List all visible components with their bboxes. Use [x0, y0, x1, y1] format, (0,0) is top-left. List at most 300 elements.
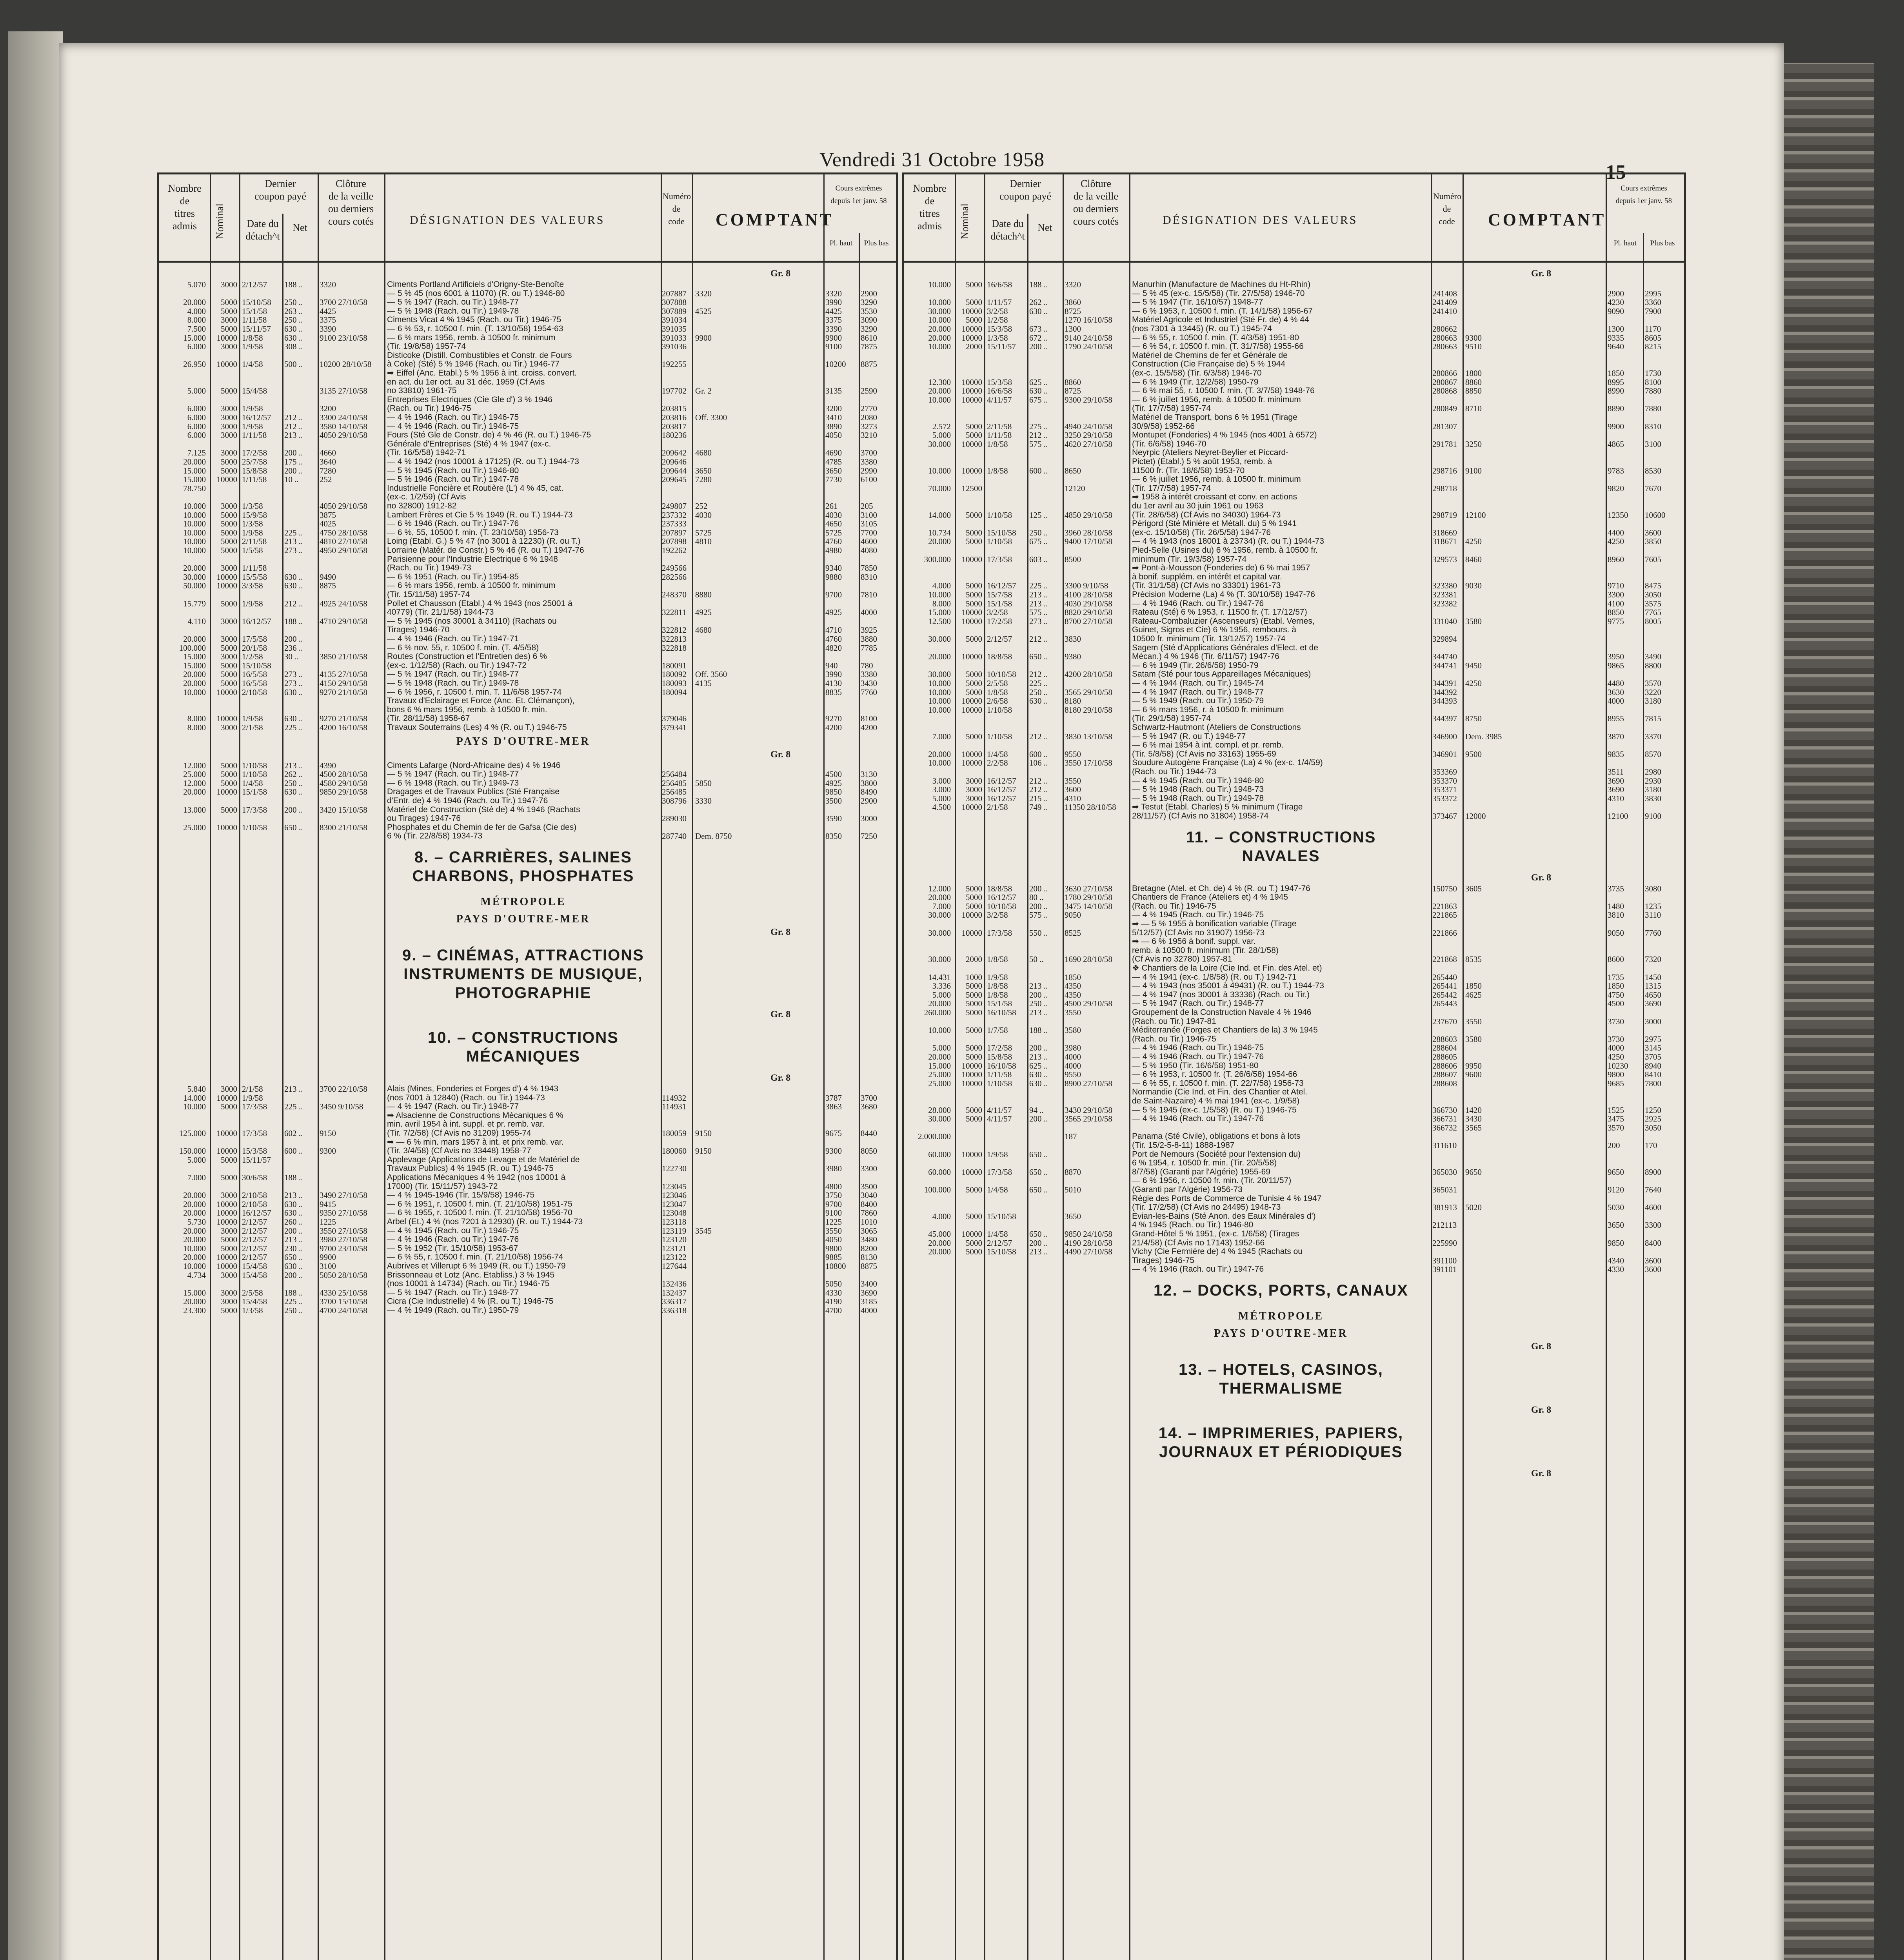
security-code: 225990: [1432, 1238, 1457, 1248]
table-row: [904, 732, 1684, 741]
coupon-net: 225 ..: [1029, 679, 1048, 688]
previous-close: 3320: [1065, 280, 1081, 289]
coupon-net: 630 ..: [1029, 696, 1048, 706]
security-designation: 28/11/57) (Cf Avis no 31804) 1958-74: [1132, 812, 1269, 820]
security-code: 123045: [662, 1181, 687, 1191]
coupon-net: 650 ..: [1029, 1149, 1048, 1159]
titles-admitted: 4.110: [187, 616, 206, 626]
year-low: 4000: [861, 608, 877, 617]
titles-admitted: 15.000: [183, 466, 206, 475]
year-high: 200: [1608, 1141, 1620, 1150]
table-row: [159, 351, 896, 360]
security-designation: — 5 % 1947 (Rach. ou Tir.) 1948-77: [387, 298, 519, 307]
year-high: 9850: [1608, 1238, 1624, 1248]
titles-admitted: 260.000: [924, 1008, 951, 1017]
year-high: 3650: [825, 466, 842, 475]
security-designation: — 4 % 1943 (nos 35001 à 49431) (R. ou T.) 1944-73: [1132, 982, 1324, 991]
nominal-value: 10000: [216, 475, 237, 485]
coupon-date: 15/10/58: [242, 298, 271, 307]
security-code: 323382: [1432, 599, 1457, 608]
titles-admitted: 6.000: [187, 421, 206, 431]
table-row: [904, 422, 1684, 431]
titles-admitted: 7.000: [187, 1173, 206, 1182]
security-designation: Rateau (Sté) 6 % 1953, r. 11500 fr. (T. 17/12/57): [1132, 608, 1307, 617]
nominal-value: 5000: [221, 457, 237, 466]
table-row: [159, 316, 896, 324]
coupon-net: 250 ..: [284, 1306, 303, 1315]
cash-quote: 1800: [1465, 368, 1482, 378]
cash-quote: 8710: [1465, 404, 1482, 414]
table-row: [904, 635, 1684, 643]
nominal-value: 10000: [216, 1199, 237, 1209]
security-code: 391101: [1432, 1265, 1457, 1274]
year-high: 4100: [1608, 599, 1624, 608]
year-low: 3925: [861, 625, 877, 635]
cash-quote: 3580: [1465, 1034, 1482, 1044]
security-designation: — 4 % 1945 (Rach. ou Tir.) 1946-75: [387, 1226, 519, 1235]
titles-admitted: 10.000: [183, 510, 206, 520]
titles-admitted: 20.000: [928, 999, 951, 1009]
table-row: [904, 378, 1684, 387]
security-code: 281307: [1432, 421, 1457, 431]
cash-quote: 4925: [695, 608, 712, 617]
security-code: 288605: [1432, 1052, 1457, 1062]
coupon-date: 2/12/57: [242, 1252, 267, 1262]
previous-close: 4700 24/10/58: [320, 1306, 367, 1315]
previous-close: 9550: [1065, 1070, 1081, 1080]
previous-close: 11350 28/10/58: [1065, 802, 1116, 812]
table-row: [159, 457, 896, 466]
table-row: [159, 761, 896, 770]
year-high: 4330: [1608, 1265, 1624, 1274]
coupon-date: 1/7/58: [987, 1025, 1008, 1035]
year-high: 4230: [1608, 298, 1624, 307]
nominal-value: 10000: [961, 1061, 982, 1071]
header-nominal: Nominal: [959, 203, 970, 240]
security-code: 322812: [662, 625, 687, 635]
security-designation: — 6 % 1951 (Rach. ou Tir.) 1954-85: [387, 572, 519, 581]
security-code: 322818: [662, 643, 687, 653]
security-code: 391035: [662, 324, 687, 334]
binding-spine: [1784, 63, 1874, 1960]
table-row: [904, 325, 1684, 333]
security-designation: — 4 % 1946 (Rach. ou Tir.) 1946-75: [387, 422, 519, 431]
coupon-date: 17/2/58: [987, 1043, 1012, 1053]
table-row: [904, 581, 1684, 590]
security-designation: — 5 % 1950 (Tir. 16/6/58) 1951-80: [1132, 1061, 1259, 1070]
table-row: [904, 307, 1684, 316]
previous-close: 9140 24/10/58: [1065, 333, 1112, 343]
year-high: 9650: [1608, 1167, 1624, 1177]
coupon-net: 625 ..: [1029, 377, 1048, 387]
previous-close: 4000: [1065, 1061, 1081, 1071]
coupon-date: 1/3/58: [242, 1306, 263, 1315]
security-code: 379046: [662, 714, 687, 724]
header-qty: Nombre de titres admis: [168, 183, 202, 232]
security-designation: Travaux Publics) 4 % 1945 (R. ou T.) 1946-75: [387, 1164, 554, 1173]
table-row: [159, 1279, 896, 1288]
coupon-net: 260 ..: [284, 1217, 303, 1227]
previous-close: 3450 9/10/58: [320, 1102, 363, 1112]
table-row: [159, 688, 896, 697]
year-low: 3380: [861, 457, 877, 466]
coupon-net: 200 ..: [1029, 901, 1048, 911]
year-low: 7880: [1645, 386, 1661, 396]
year-low: 4600: [861, 537, 877, 546]
coupon-net: 250 ..: [1029, 528, 1048, 537]
coupon-date: 2/1/58: [242, 723, 263, 732]
security-designation: — 6 % 55, r. 10500 f. min. (T. 4/3/58) 1951-80: [1132, 333, 1299, 342]
security-designation: Matériel de Construction (Sté de) 4 % 1946 (Rachats: [387, 805, 580, 814]
coupon-date: 1/10/58: [987, 705, 1012, 715]
security-code: 209642: [662, 448, 687, 458]
table-row: [159, 806, 896, 814]
titles-admitted: 20.000: [183, 670, 206, 679]
coupon-date: 2/12/57: [987, 634, 1012, 644]
year-low: 2590: [861, 386, 877, 396]
security-designation: (Cf Avis no 32780) 1957-81: [1132, 955, 1232, 964]
titles-admitted: 10.000: [928, 280, 951, 289]
year-low: 3700: [861, 448, 877, 458]
titles-admitted: 10.000: [183, 546, 206, 555]
titles-admitted: 10.000: [928, 315, 951, 325]
security-designation: — 4 % 1946 (Rach. ou Tir.) 1947-76: [1132, 1053, 1264, 1061]
titles-admitted: 30.000: [928, 928, 951, 938]
security-designation: d'Entr. de) 4 % 1946 (Rach. ou Tir.) 1947-76: [387, 797, 548, 805]
coupon-date: 15/11/57: [987, 342, 1016, 352]
previous-close: 3375: [320, 315, 336, 325]
right-table-body: [904, 265, 1684, 1960]
security-designation: Parisienne pour l'Industrie Electrique 6 % 1948: [387, 555, 558, 564]
coupon-date: 2/12/57: [242, 1226, 267, 1236]
table-row: [904, 1150, 1684, 1159]
titles-admitted: 3.000: [932, 785, 951, 795]
year-high: 4750: [1608, 990, 1624, 1000]
coupon-net: 500 ..: [284, 359, 303, 369]
coupon-date: 2/10/58: [242, 687, 267, 697]
nominal-value: 5000: [221, 528, 237, 537]
group-mark: Gr. 8: [770, 749, 791, 760]
table-row: [904, 457, 1684, 466]
year-low: 4000: [861, 1306, 877, 1315]
previous-close: 4925 24/10/58: [320, 599, 367, 608]
security-designation: (Tir. 15/2-5-8-11) 1888-1987: [1132, 1141, 1235, 1150]
table-row: [159, 1227, 896, 1235]
security-designation: (Rach. ou Tir.) 1946-75: [1132, 902, 1216, 911]
coupon-date: 15/8/58: [987, 1052, 1012, 1062]
security-code: 180060: [662, 1146, 687, 1156]
titles-admitted: 10.000: [928, 590, 951, 599]
coupon-date: 16/12/57: [987, 776, 1016, 786]
year-high: 3200: [825, 404, 842, 414]
titles-admitted: 8.000: [187, 723, 206, 732]
table-row: [159, 493, 896, 501]
header-designation: DÉSIGNATION DES VALEURS: [1163, 214, 1358, 227]
security-designation: — 5 % 1947 (Tir. 16/10/57) 1948-77: [1132, 298, 1263, 307]
year-high: 3511: [1608, 767, 1624, 777]
security-designation: (Tir. 31/1/58) (Cf Avis no 33301) 1961-73: [1132, 581, 1281, 590]
security-designation: min. avril 1954 à int. suppl. et pr. remb. var.: [387, 1120, 545, 1129]
coupon-date: 2/11/58: [987, 421, 1012, 431]
coupon-date: 15/10/58: [987, 1247, 1016, 1257]
cash-quote: Dem. 3985: [1465, 731, 1502, 741]
coupon-date: 1/10/58: [987, 731, 1012, 741]
year-high: 3730: [1608, 1034, 1624, 1044]
table-row: [159, 502, 896, 510]
coupon-net: 575 ..: [1029, 439, 1048, 449]
coupon-date: 15/8/58: [242, 466, 267, 475]
year-low: 3290: [861, 324, 877, 334]
security-code: 344741: [1432, 661, 1457, 670]
coupon-date: 30/6/58: [242, 1173, 267, 1182]
security-code: 311610: [1432, 1141, 1457, 1150]
table-row: [159, 528, 896, 537]
year-low: 2900: [861, 289, 877, 298]
security-designation: Dragages et de Travaux Publics (Sté Française: [387, 788, 560, 797]
titles-admitted: 10.000: [928, 758, 951, 768]
coupon-date: 17/3/58: [242, 805, 267, 815]
security-designation: — 6 % 1949 (Tir. 26/6/58) 1950-79: [1132, 661, 1259, 670]
previous-close: 8875: [320, 581, 336, 591]
coupon-net: 273 ..: [284, 546, 303, 555]
coupon-date: 2/11/58: [242, 537, 267, 546]
table-row: [904, 608, 1684, 617]
cash-quote: 3580: [1465, 616, 1482, 626]
year-high: 9835: [1608, 749, 1624, 759]
security-designation: Chantiers de France (Ateliers et) 4 % 1945: [1132, 893, 1288, 902]
security-designation: Travaux Souterrains (Les) 4 % (R. ou T.) 1946-75: [387, 723, 567, 732]
security-code: 329894: [1432, 634, 1457, 644]
security-code: 318671: [1432, 537, 1457, 546]
coupon-date: 16/12/57: [987, 785, 1016, 795]
coupon-date: 17/2/58: [242, 448, 267, 458]
year-high: 10200: [825, 359, 846, 369]
year-high: 9100: [825, 1208, 842, 1218]
nominal-value: 5000: [966, 731, 982, 741]
header-nominal: Nominal: [214, 203, 225, 240]
nominal-value: 10000: [961, 554, 982, 564]
nominal-value: 5000: [221, 679, 237, 688]
year-high: 1850: [1608, 981, 1624, 991]
previous-close: 3650: [1065, 1211, 1081, 1221]
security-code: 123118: [662, 1217, 687, 1227]
coupon-date: 15/4/58: [242, 1261, 267, 1271]
year-low: 3210: [861, 430, 877, 440]
table-row: [904, 1062, 1684, 1070]
year-high: 4500: [825, 769, 842, 779]
year-high: 4800: [825, 1181, 842, 1191]
coupon-date: 1/5/58: [242, 546, 263, 555]
titles-admitted: 5.730: [187, 1217, 206, 1227]
table-row: [904, 803, 1684, 811]
year-high: 3630: [1608, 687, 1624, 697]
coupon-date: 1/11/58: [242, 563, 267, 573]
security-code: 346900: [1432, 731, 1457, 741]
security-code: 123120: [662, 1235, 687, 1245]
cash-quote: 3320: [695, 289, 712, 298]
security-code: 114931: [662, 1102, 687, 1112]
nominal-value: 5000: [966, 990, 982, 1000]
titles-admitted: 10.000: [928, 466, 951, 475]
header-code: Numéro de code: [1433, 191, 1462, 226]
nominal-value: 10000: [961, 386, 982, 396]
previous-close: 3980: [1065, 1043, 1081, 1053]
group-mark: Gr. 8: [1531, 1468, 1552, 1479]
titles-admitted: 30.000: [928, 910, 951, 920]
table-row: [159, 360, 896, 368]
security-code: 180059: [662, 1129, 687, 1138]
security-designation: Travaux d'Eclairage et Force (Anc. Et. Clémançon),: [387, 697, 575, 706]
nominal-value: 10000: [216, 1208, 237, 1218]
year-low: 3290: [861, 298, 877, 307]
security-code: 344740: [1432, 652, 1457, 662]
security-code: 122730: [662, 1164, 687, 1174]
coupon-net: 650 ..: [1029, 652, 1048, 662]
cash-quote: 252: [695, 501, 708, 511]
security-code: 265440: [1432, 972, 1457, 982]
cash-quote: Dem. 8750: [695, 831, 732, 841]
security-code: 298719: [1432, 510, 1457, 520]
year-low: 3145: [1645, 1043, 1661, 1053]
titles-admitted: 20.000: [183, 787, 206, 797]
table-row: [904, 1230, 1684, 1238]
year-high: 3300: [1608, 590, 1624, 599]
nominal-value: 10000: [216, 1093, 237, 1103]
year-low: 4650: [1645, 990, 1661, 1000]
header-pl-haut: Pl. haut: [829, 239, 853, 247]
titles-admitted: 20.000: [183, 1252, 206, 1262]
titles-admitted: 10.734: [928, 528, 951, 537]
nominal-value: 5000: [221, 537, 237, 546]
table-row: [904, 1097, 1684, 1105]
coupon-date: 15/1/58: [242, 306, 267, 316]
titles-admitted: 20.000: [928, 652, 951, 662]
previous-close: 3200: [320, 404, 336, 414]
security-designation: 10500 fr. minimum (Tir. 13/12/57) 1957-74: [1132, 635, 1286, 643]
year-low: 3130: [861, 769, 877, 779]
cash-quote: 4680: [695, 448, 712, 458]
coupon-net: 212 ..: [1029, 670, 1048, 679]
coupon-date: 15/1/58: [987, 999, 1012, 1009]
cash-quote: 5850: [695, 778, 712, 788]
table-row: [904, 991, 1684, 999]
header-pl-bas: Plus bas: [864, 239, 889, 247]
previous-close: 9850 24/10/58: [1065, 1229, 1112, 1239]
security-code: 379341: [662, 723, 687, 732]
security-code: 288603: [1432, 1034, 1457, 1044]
security-code: 307888: [662, 298, 687, 307]
year-low: 3430: [861, 679, 877, 688]
titles-admitted: 10.000: [928, 705, 951, 715]
table-row: [159, 307, 896, 316]
previous-close: 3860: [1065, 298, 1081, 307]
year-low: 7765: [1645, 608, 1661, 617]
table-row: [904, 1008, 1684, 1017]
titles-admitted: 60.000: [928, 1167, 951, 1177]
table-row: [904, 1035, 1684, 1044]
titles-admitted: 7.125: [187, 448, 206, 458]
security-designation: (Tir. 28/11/58) 1958-67: [387, 714, 470, 723]
titles-admitted: 5.840: [187, 1084, 206, 1094]
cash-quote: 9300: [1465, 333, 1482, 343]
year-low: 1315: [1645, 981, 1661, 991]
coupon-date: 2/12/57: [242, 1235, 267, 1245]
year-low: 7670: [1645, 483, 1661, 493]
coupon-net: 94 ..: [1029, 1105, 1044, 1115]
titles-admitted: 10.000: [183, 537, 206, 546]
coupon-date: 1/11/58: [242, 315, 267, 325]
previous-close: 3700 15/10/58: [320, 1297, 367, 1307]
security-code: 288604: [1432, 1043, 1457, 1053]
table-row: [904, 794, 1684, 803]
nominal-value: 5000: [221, 1173, 237, 1182]
coupon-date: 1/8/58: [987, 990, 1008, 1000]
coupon-net: 213 ..: [284, 1235, 303, 1245]
security-designation: — 6 % 55, r. 10500 f. min. (T. 21/10/58) 1956-74: [387, 1253, 563, 1262]
titles-admitted: 7.500: [187, 324, 206, 334]
cash-quote: 3430: [1465, 1114, 1482, 1124]
year-low: 7800: [1645, 1078, 1661, 1088]
table-row: [904, 573, 1684, 581]
nominal-value: 10000: [216, 1261, 237, 1271]
table-row: [904, 289, 1684, 298]
table-row: [159, 342, 896, 351]
security-code: 237670: [1432, 1016, 1457, 1026]
nominal-value: 5000: [966, 687, 982, 697]
table-row: [904, 937, 1684, 946]
previous-close: 8725: [1065, 386, 1081, 396]
year-low: 8100: [1645, 377, 1661, 387]
coupon-date: 1/10/58: [242, 822, 267, 832]
security-code: 256484: [662, 769, 687, 779]
security-designation: — 5 % 1948 (Rach. ou Tir.) 1949-78: [387, 307, 519, 316]
year-high: 3320: [825, 289, 842, 298]
titles-admitted: 8.000: [932, 599, 951, 608]
security-code: 288608: [1432, 1078, 1457, 1088]
coupon-net: 630 ..: [284, 1208, 303, 1218]
coupon-date: 16/12/57: [987, 581, 1016, 591]
security-designation: — 4 % 1946 (Rach. ou Tir.) 1947-71: [387, 635, 519, 643]
year-low: 7760: [1645, 928, 1661, 938]
security-designation: Mécan.) 4 % 1946 (Tir. 6/11/57) 1947-76: [1132, 652, 1279, 661]
previous-close: 3850 21/10/58: [320, 652, 367, 662]
cash-quote: Off. 3300: [695, 413, 727, 422]
previous-close: 3100: [320, 1261, 336, 1271]
group-mark: Gr. 8: [770, 927, 791, 937]
table-row: [904, 280, 1684, 289]
year-high: 3650: [1608, 1220, 1624, 1230]
year-low: 8570: [1645, 749, 1661, 759]
coupon-date: 25/7/58: [242, 457, 267, 466]
cash-quote: 4030: [695, 510, 712, 520]
coupon-date: 2/5/58: [987, 679, 1008, 688]
security-designation: (nos 7001 à 12840) (Rach. ou Tir.) 1944-73: [387, 1093, 545, 1102]
previous-close: 7280: [320, 466, 336, 475]
security-code: 265442: [1432, 990, 1457, 1000]
previous-close: 4050 29/10/58: [320, 501, 367, 511]
nominal-value: 10000: [961, 395, 982, 405]
security-designation: Générale d'Entreprises (Sté) 4 % 1947 (ex-c.: [387, 439, 551, 448]
security-designation: Alais (Mines, Fonderies et Forges d') 4 % 1943: [387, 1085, 559, 1093]
coupon-net: 749 ..: [1029, 802, 1048, 812]
table-row: [904, 537, 1684, 546]
security-designation: Ciments Vicat 4 % 1945 (Rach. ou Tir.) 1946-75: [387, 316, 561, 325]
coupon-net: 630 ..: [284, 787, 303, 797]
table-row: [159, 1138, 896, 1147]
year-low: 3600: [1645, 1265, 1661, 1274]
nominal-value: 5000: [221, 760, 237, 770]
security-code: 353370: [1432, 776, 1457, 786]
